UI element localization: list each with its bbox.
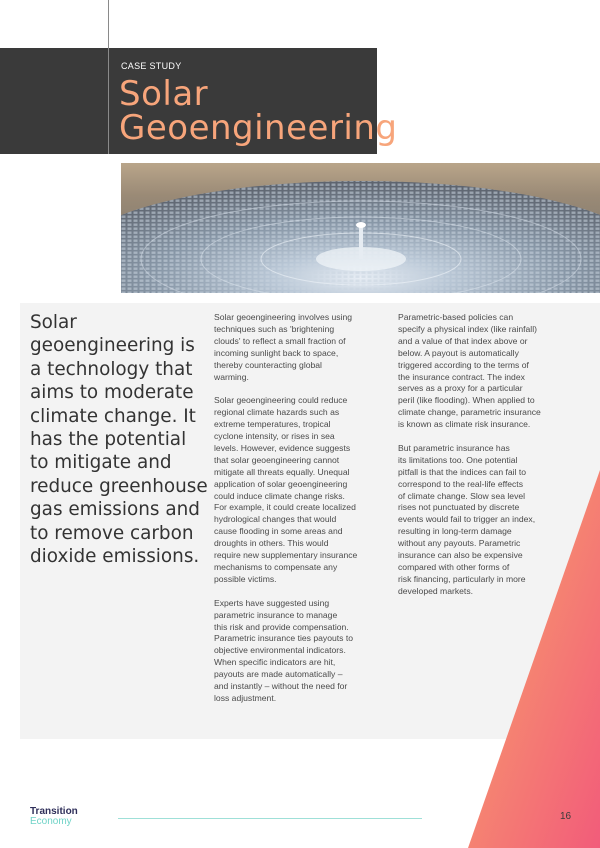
title-line-1: Solar: [119, 74, 209, 114]
solar-field-photo: [121, 163, 600, 293]
text-line: risk financing, particularly in more: [398, 573, 526, 584]
text-line: droughts in others. This would: [214, 538, 329, 549]
text-line: hydrological changes that would: [214, 514, 337, 525]
text-line: thereby counteracting global: [214, 359, 322, 370]
pull-quote-line: aims to moderate: [30, 382, 194, 404]
text-line: clouds' to reflect a small fraction of: [214, 335, 346, 346]
text-line: triggered according to the terms of: [398, 359, 529, 370]
text-line: But parametric insurance has: [398, 442, 510, 453]
pull-quote-line: dioxide emissions.: [30, 546, 200, 568]
pull-quote: [30, 311, 208, 568]
text-line: Solar geoengineering could reduce: [214, 395, 348, 406]
text-line: extreme temperatures, tropical: [214, 419, 331, 430]
pull-quote-line: climate change. It: [30, 405, 196, 427]
pull-quote-line: reduce greenhouse: [30, 475, 208, 497]
text-line: resulting in long-term damage: [398, 526, 512, 537]
text-line: mechanisms to compensate any: [214, 562, 338, 573]
text-line: and a value of that index above or: [398, 335, 528, 346]
text-line: incoming sunlight back to space,: [214, 347, 339, 358]
text-line: regional climate hazards such as: [214, 407, 340, 418]
text-line: this risk and provide compensation.: [214, 621, 349, 632]
text-line: could induce climate change risks.: [214, 490, 345, 501]
text-line: cyclone intensity, or rises in sea: [214, 431, 335, 442]
text-line: techniques such as 'brightening: [214, 323, 335, 334]
body-paragraph: [214, 312, 389, 383]
text-line: mitigate all threats equally. Unequal: [214, 466, 350, 477]
text-line: rises not punctuated by discrete: [398, 502, 520, 513]
text-line: developed markets.: [398, 585, 473, 596]
text-line: objective environmental indicators.: [214, 645, 346, 656]
text-line: application of solar geoengineering: [214, 478, 348, 489]
transition-economy-logo[interactable]: [30, 807, 78, 827]
text-line: is known as climate risk insurance.: [398, 419, 531, 430]
text-line: peril (like flooding). When applied to: [398, 395, 535, 406]
text-line: loss adjustment.: [214, 692, 277, 703]
text-line: payouts are made automatically –: [214, 669, 343, 680]
text-line: specify a physical index (like rainfall): [398, 323, 537, 334]
text-line: its limitations too. One potential: [398, 454, 518, 465]
body-paragraph: [214, 598, 389, 705]
text-line: require new supplementary insurance: [214, 550, 358, 561]
page-number: 16: [560, 811, 572, 822]
body-paragraph: [398, 443, 578, 598]
text-line: that solar geoengineering cannot: [214, 454, 340, 465]
pull-quote-line: gas emissions and: [30, 499, 200, 521]
text-line: cause flooding in some areas and: [214, 526, 343, 537]
pull-quote-line: to mitigate and: [30, 452, 172, 474]
header-vertical-rule: [108, 0, 109, 154]
text-line: possible victims.: [214, 573, 277, 584]
footer-rule: [118, 818, 422, 819]
pull-quote-line: a technology that: [30, 358, 193, 380]
text-line: Parametric insurance ties payouts to: [214, 633, 353, 644]
pull-quote-line: to remove carbon: [30, 522, 194, 544]
body-column-right: [398, 312, 578, 610]
body-paragraph: [214, 395, 389, 586]
text-line: When specific indicators are hit,: [214, 657, 336, 668]
pull-quote-line: geoengineering is: [30, 335, 195, 357]
text-line: the insurance contract. The index: [398, 371, 525, 382]
pull-quote-line: Solar: [30, 312, 77, 333]
pull-quote-line: has the potential: [30, 429, 187, 451]
text-line: pitfall is that the indices can fail to: [398, 466, 527, 477]
text-line: serves as a proxy for a particular: [398, 383, 523, 394]
text-line: Experts have suggested using: [214, 597, 330, 608]
text-line: compared with other forms of: [398, 562, 510, 573]
body-column-middle: [214, 312, 389, 717]
text-line: correspond to the real-life effects: [398, 478, 523, 489]
text-line: and instantly – without the need for: [214, 681, 348, 692]
text-line: Solar geoengineering involves using: [214, 312, 353, 322]
title-line-2: Geoengineering: [119, 108, 398, 148]
text-line: Parametric-based policies can: [398, 312, 514, 322]
logo-line-1: Transition: [30, 806, 78, 817]
body-paragraph: [398, 312, 578, 431]
text-line: below. A payout is automatically: [398, 347, 519, 358]
text-line: without any payouts. Parametric: [398, 538, 521, 549]
logo-line-2: Economy: [30, 816, 72, 827]
text-line: climate change, parametric insurance: [398, 407, 541, 418]
text-line: insurance can also be expensive: [398, 550, 523, 561]
text-line: levels. However, evidence suggests: [214, 442, 351, 453]
text-line: For example, it could create localized: [214, 502, 356, 513]
text-line: of climate change. Slow sea level: [398, 490, 526, 501]
text-line: parametric insurance to manage: [214, 609, 338, 620]
text-line: events would fail to trigger an index,: [398, 514, 536, 525]
text-line: warming.: [214, 371, 249, 382]
case-study-label: CASE STUDY: [121, 61, 182, 71]
